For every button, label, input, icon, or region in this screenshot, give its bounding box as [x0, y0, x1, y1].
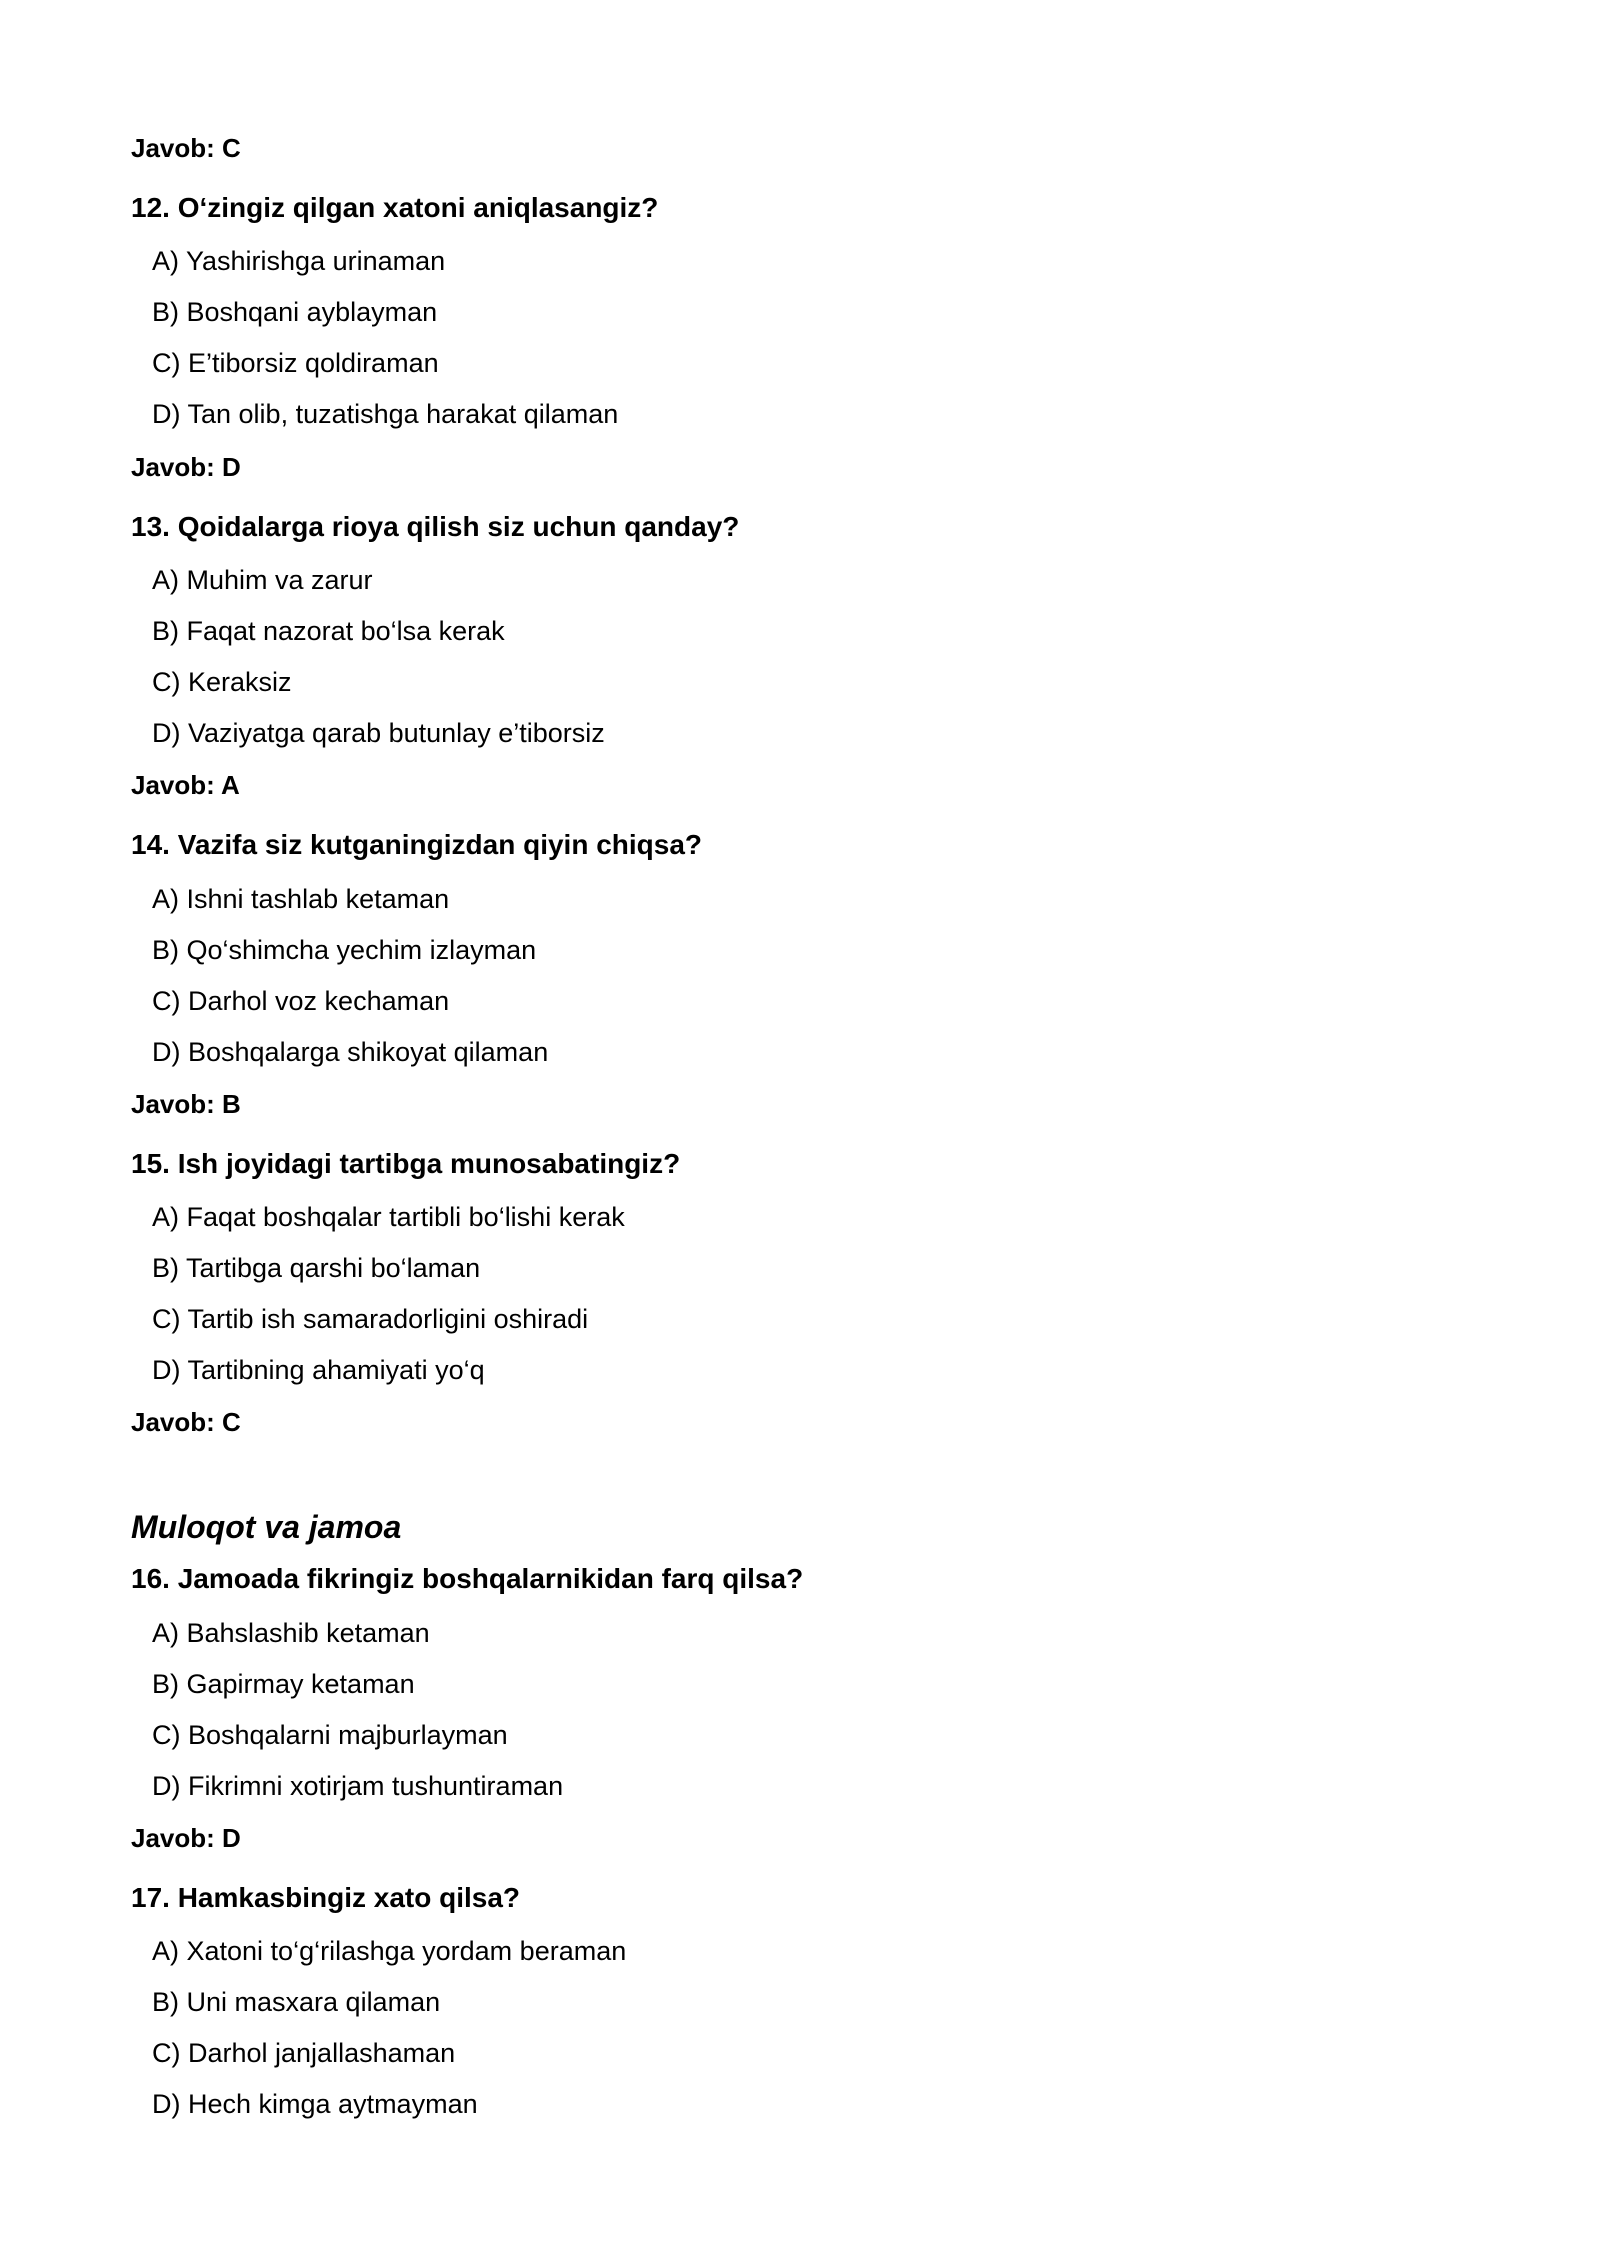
option-17-a: A) Xatoni to‘g‘rilashga yordam beraman [152, 1936, 627, 1966]
question-12: 12. O‘zingiz qilgan xatoni aniqlasangiz? [131, 192, 659, 223]
option-12-b: B) Boshqani ayblayman [152, 297, 438, 327]
option-16-d: D) Fikrimni xotirjam tushuntiraman [152, 1771, 564, 1801]
option-14-d: D) Boshqalarga shikoyat qilaman [152, 1037, 549, 1067]
answer-12: Javob: D [131, 452, 241, 482]
question-15: 15. Ish joyidagi tartibga munosabatingiz? [131, 1148, 681, 1179]
option-14-a: A) Ishni tashlab ketaman [152, 884, 450, 914]
answer-line: Javob: C [131, 133, 241, 163]
option-16-c: C) Boshqalarni majburlayman [152, 1720, 508, 1750]
question-16: 16. Jamoada fikringiz boshqalarnikidan farq qilsa? [131, 1563, 804, 1594]
question-17: 17. Hamkasbingiz xato qilsa? [131, 1882, 521, 1913]
option-15-b: B) Tartibga qarshi bo‘laman [152, 1253, 481, 1283]
option-13-a: A) Muhim va zarur [152, 565, 373, 595]
answer-15: Javob: C [131, 1407, 241, 1437]
option-12-c: C) E’tiborsiz qoldiraman [152, 348, 439, 378]
answer-16: Javob: D [131, 1823, 241, 1853]
question-14: 14. Vazifa siz kutganingizdan qiyin chiqsa? [131, 829, 703, 860]
answer-14: Javob: B [131, 1089, 241, 1119]
option-17-b: B) Uni masxara qilaman [152, 1987, 441, 2017]
option-12-a: A) Yashirishga urinaman [152, 246, 446, 276]
option-15-a: A) Faqat boshqalar tartibli bo‘lishi kerak [152, 1202, 625, 1232]
answer-13: Javob: A [131, 770, 240, 800]
option-15-c: C) Tartib ish samaradorligini oshiradi [152, 1304, 589, 1334]
section-heading: Muloqot va jamoa [131, 1509, 402, 1545]
option-14-c: C) Darhol voz kechaman [152, 986, 450, 1016]
option-15-d: D) Tartibning ahamiyati yo‘q [152, 1355, 485, 1385]
option-12-d: D) Tan olib, tuzatishga harakat qilaman [152, 399, 619, 429]
option-13-c: C) Keraksiz [152, 667, 292, 697]
option-13-b: B) Faqat nazorat bo‘lsa kerak [152, 616, 505, 646]
question-13: 13. Qoidalarga rioya qilish siz uchun qanday? [131, 511, 740, 542]
option-17-c: C) Darhol janjallashaman [152, 2038, 456, 2068]
option-17-d: D) Hech kimga aytmayman [152, 2089, 478, 2119]
option-14-b: B) Qo‘shimcha yechim izlayman [152, 935, 537, 965]
option-16-a: A) Bahslashib ketaman [152, 1618, 430, 1648]
option-13-d: D) Vaziyatga qarab butunlay e’tiborsiz [152, 718, 605, 748]
option-16-b: B) Gapirmay ketaman [152, 1669, 415, 1699]
